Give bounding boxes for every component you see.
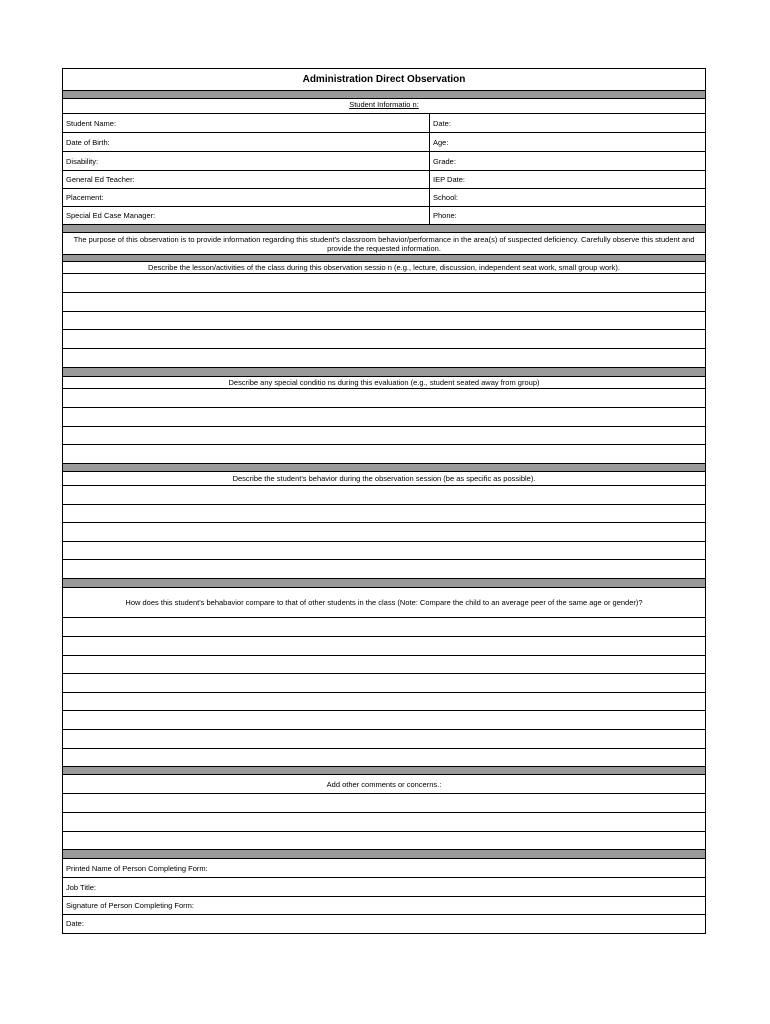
dob-field[interactable] [63, 133, 430, 151]
answer-line[interactable] [63, 711, 705, 730]
grade-field[interactable] [430, 152, 705, 170]
section-divider [63, 368, 705, 377]
answer-line[interactable] [63, 274, 705, 293]
case-manager-field[interactable] [63, 207, 430, 224]
answer-line[interactable] [63, 542, 705, 560]
field-row-disability [63, 152, 705, 171]
answer-line[interactable] [63, 445, 705, 464]
student-info-heading-text: Student Informatio n: [349, 100, 419, 109]
field-label: Special Ed Case Manager: [66, 211, 156, 220]
printed-name-field[interactable] [63, 859, 705, 878]
answer-line[interactable] [63, 389, 705, 408]
field-row-student-name [63, 114, 705, 133]
section-divider [63, 255, 705, 262]
section-divider [63, 767, 705, 775]
answer-line[interactable] [63, 505, 705, 523]
form-title: Administration Direct Observation [63, 69, 705, 91]
phone-field[interactable] [430, 207, 705, 224]
field-label: Grade: [433, 156, 456, 166]
field-label: Date: [66, 919, 84, 928]
student-name-field[interactable] [63, 114, 430, 132]
answer-line[interactable] [63, 730, 705, 749]
student-info-heading [63, 99, 705, 113]
answer-line[interactable] [63, 813, 705, 832]
answer-line[interactable] [63, 560, 705, 579]
teacher-field[interactable] [63, 171, 430, 188]
field-label: Phone: [433, 211, 457, 220]
answer-line[interactable] [63, 693, 705, 711]
field-label: Signature of Person Completing Form: [66, 901, 194, 910]
answer-line[interactable] [63, 832, 705, 850]
answer-line[interactable] [63, 312, 705, 330]
section-divider [63, 225, 705, 233]
field-label: General Ed Teacher: [66, 175, 135, 184]
section-divider [63, 464, 705, 472]
field-label: School: [433, 193, 459, 202]
field-label: Date: [433, 118, 451, 128]
observation-form [62, 68, 706, 934]
answer-line[interactable] [63, 427, 705, 445]
school-field[interactable] [430, 189, 705, 206]
field-label: Placement: [66, 193, 104, 202]
signoff-date-field[interactable] [63, 915, 705, 932]
purpose-text: The purpose of this observation is to provide information regarding this student's classroom behavior/performance in the area(s) of suspected deficiency. Carefully observe this student and provide the requested information. [63, 233, 705, 255]
field-row-placement [63, 189, 705, 207]
answer-line[interactable] [63, 656, 705, 674]
comments-prompt: Add other comments or concerns.: [63, 775, 705, 794]
answer-line[interactable] [63, 523, 705, 542]
age-field[interactable] [430, 133, 705, 151]
disability-field[interactable] [63, 152, 430, 170]
answer-line[interactable] [63, 486, 705, 505]
field-label: IEP Date: [433, 175, 465, 184]
field-label: Printed Name of Person Completing Form: [66, 863, 208, 873]
section-divider [63, 579, 705, 588]
field-label: Student Name: [66, 118, 117, 128]
date-field[interactable] [430, 114, 705, 132]
field-label: Job Title: [66, 882, 97, 892]
answer-line[interactable] [63, 674, 705, 693]
lesson-prompt: Describe the lesson/activities of the class during this observation sessio n (e.g., lecture, discussion, independent seat work, small group work). [63, 262, 705, 274]
compare-prompt: How does this student's behabavior compare to that of other students in the class (Note: Compare the child to an average peer of the same age or gender)? [63, 588, 705, 618]
field-row-teacher [63, 171, 705, 189]
iep-date-field[interactable] [430, 171, 705, 188]
section-divider [63, 850, 705, 859]
answer-line[interactable] [63, 349, 705, 368]
conditions-prompt: Describe any special conditio ns during this evaluation (e.g., student seated away from group) [63, 377, 705, 389]
answer-line[interactable] [63, 749, 705, 767]
field-label: Date of Birth: [66, 137, 110, 147]
answer-line[interactable] [63, 637, 705, 656]
field-row-dob [63, 133, 705, 152]
job-title-field[interactable] [63, 878, 705, 897]
answer-line[interactable] [63, 293, 705, 312]
answer-line[interactable] [63, 330, 705, 349]
field-row-case-manager [63, 207, 705, 225]
behavior-prompt: Describe the student's behavior during the observation session (be as specific as possible). [63, 472, 705, 486]
signature-field[interactable] [63, 897, 705, 915]
field-label: Age: [433, 137, 449, 147]
answer-line[interactable] [63, 618, 705, 637]
section-divider [63, 91, 705, 99]
answer-line[interactable] [63, 408, 705, 427]
field-label: Disability: [66, 156, 99, 166]
answer-line[interactable] [63, 794, 705, 813]
placement-field[interactable] [63, 189, 430, 206]
